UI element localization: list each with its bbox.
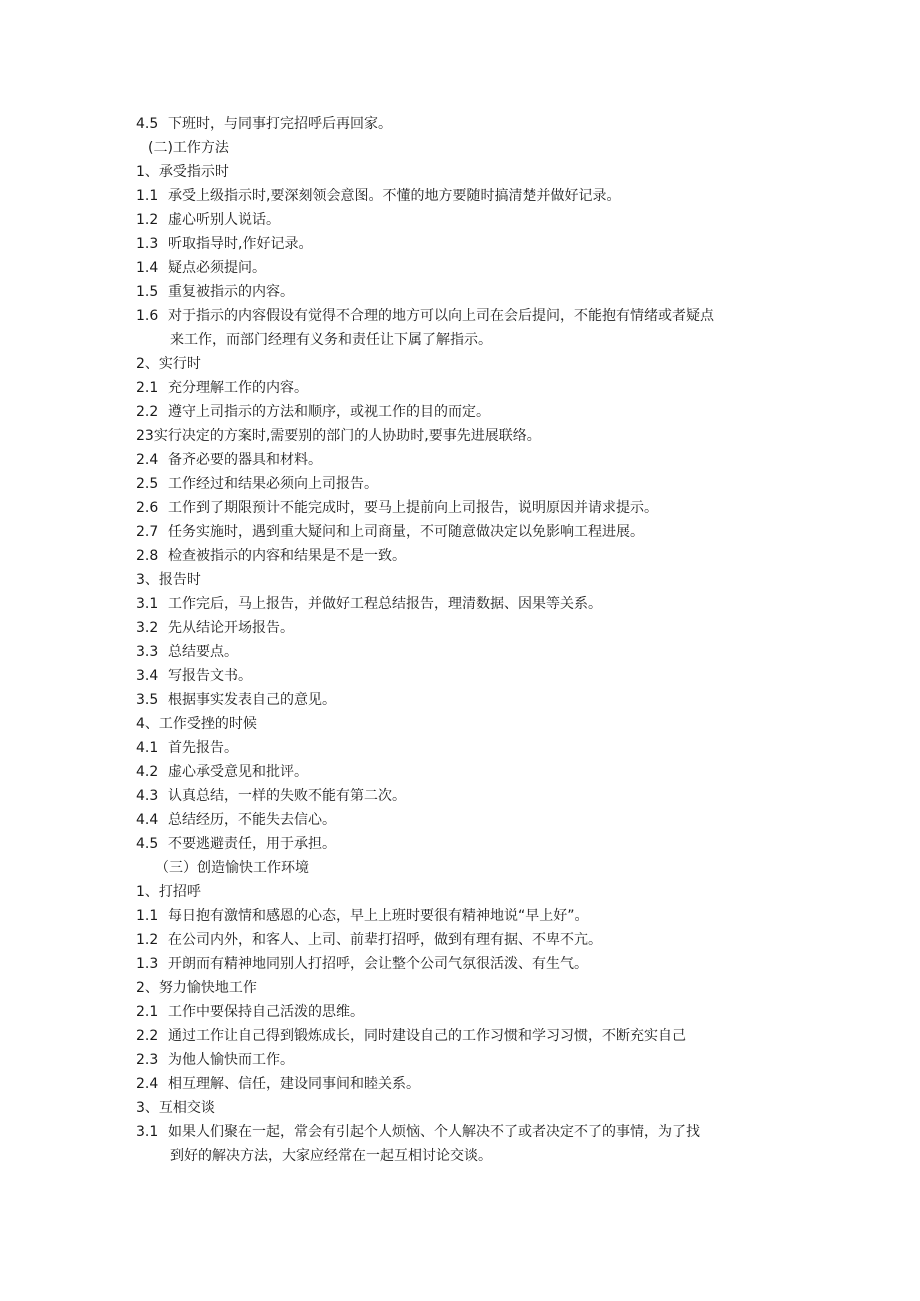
list-item	[136, 306, 714, 326]
item-text: 总结经历，不能失去信心。	[168, 812, 336, 828]
list-item	[136, 474, 378, 494]
heading-text: 2、努力愉快地工作	[136, 980, 257, 996]
item-number: 3.2	[136, 620, 159, 636]
item-number: 3.5	[136, 692, 159, 708]
item-text: 来工作，而部门经理有义务和责任让下属了解指示。	[170, 332, 492, 348]
item-text: 到好的解决方法，大家应经常在一起互相讨论交谈。	[170, 1148, 492, 1164]
list-item-continuation	[170, 330, 492, 350]
item-text: 充分理解工作的内容。	[168, 380, 308, 396]
heading-text: 3、报告时	[136, 572, 201, 588]
item-text: 在公司内外，和客人、上司、前辈打招呼，做到有理有据、不卑不亢。	[168, 932, 602, 948]
item-text: 工作到了期限预计不能完成时，要马上提前向上司报告，说明原因并请求提示。	[168, 500, 658, 516]
list-item	[136, 234, 312, 254]
item-number: 4.3	[136, 788, 159, 804]
item-number: 2.4	[136, 452, 159, 468]
heading-text: (二)工作方法	[148, 140, 229, 156]
item-text: 不要逃避责任，用于承担。	[168, 836, 336, 852]
heading-text: 1、打招呼	[136, 884, 201, 900]
list-item	[136, 834, 336, 854]
list-item	[136, 282, 294, 302]
subsection-heading	[136, 162, 229, 182]
item-number: 1.1	[136, 908, 159, 924]
list-item	[136, 618, 294, 638]
item-number: 2.4	[136, 1076, 159, 1092]
subsection-heading	[136, 882, 201, 902]
item-text: 认真总结，一样的失败不能有第二次。	[168, 788, 406, 804]
item-text: 对于指示的内容假设有觉得不合理的地方可以向上司在会后提问，不能抱有情绪或者疑点	[168, 308, 714, 324]
item-number: 1.4	[136, 260, 159, 276]
heading-text: 4、工作受挫的时候	[136, 716, 257, 732]
list-item	[136, 642, 238, 662]
list-item	[136, 1050, 294, 1070]
item-text: 承受上级指示时,要深刻领会意图。不懂的地方要随时搞清楚并做好记录。	[168, 188, 621, 204]
list-item	[136, 762, 308, 782]
item-text: 总结要点。	[168, 644, 238, 660]
subsection-heading	[136, 354, 201, 374]
item-number: 4.1	[136, 740, 159, 756]
item-text: 下班时，与同事打完招呼后再回家。	[168, 116, 392, 132]
item-number: 3.1	[136, 1124, 159, 1140]
subsection-heading	[136, 570, 201, 590]
list-item	[136, 402, 490, 422]
item-text: 工作经过和结果必须向上司报告。	[168, 476, 378, 492]
list-item	[136, 690, 336, 710]
item-text: 听取指导时,作好记录。	[168, 236, 313, 252]
list-item	[136, 738, 238, 758]
list-item	[136, 546, 406, 566]
item-text: 首先报告。	[168, 740, 238, 756]
list-item	[136, 930, 602, 950]
item-text: 先从结论开场报告。	[168, 620, 294, 636]
section-heading	[155, 858, 309, 878]
heading-text: 3、互相交谈	[136, 1100, 215, 1116]
heading-text: 2、实行时	[136, 356, 201, 372]
heading-text: 1、承受指示时	[136, 164, 229, 180]
list-item	[136, 426, 541, 446]
list-item	[136, 1122, 700, 1142]
item-number: 2.3	[136, 1052, 159, 1068]
item-text: 重复被指示的内容。	[168, 284, 294, 300]
item-text: 检查被指示的内容和结果是不是一致。	[168, 548, 406, 564]
list-item	[136, 378, 308, 398]
subsection-heading	[136, 1098, 215, 1118]
item-text: 通过工作让自己得到锻炼成长，同时建设自己的工作习惯和学习习惯，不断充实自己	[168, 1028, 686, 1044]
item-number: 23	[136, 428, 154, 444]
item-text: 备齐必要的器具和材料。	[168, 452, 322, 468]
item-text: 遵守上司指示的方法和顺序，或视工作的目的而定。	[168, 404, 490, 420]
list-item	[136, 210, 280, 230]
list-item	[136, 1002, 364, 1022]
list-item	[136, 810, 336, 830]
item-number: 1.2	[136, 932, 159, 948]
list-item	[136, 906, 589, 926]
item-number: 2.6	[136, 500, 159, 516]
list-item	[136, 258, 266, 278]
item-number: 4.5	[136, 116, 159, 132]
section-heading	[148, 138, 229, 158]
item-number: 2.5	[136, 476, 159, 492]
item-text: 虚心听别人说话。	[168, 212, 280, 228]
item-number: 2.2	[136, 1028, 159, 1044]
list-item-continuation	[170, 1146, 492, 1166]
item-text: 如果人们聚在一起，常会有引起个人烦恼、个人解决不了或者决定不了的事情，为了找	[168, 1124, 700, 1140]
list-item	[136, 522, 644, 542]
item-text: 实行决定的方案时,需要别的部门的人协助时,要事先进展联络。	[153, 428, 541, 444]
item-text: 工作完后，马上报告，并做好工程总结报告，理清数据、因果等关系。	[168, 596, 602, 612]
item-number: 1.2	[136, 212, 159, 228]
item-text: 疑点必须提问。	[168, 260, 266, 276]
heading-text: （三）创造愉快工作环境	[155, 860, 309, 876]
item-number: 2.1	[136, 1004, 159, 1020]
list-item	[136, 186, 620, 206]
subsection-heading	[136, 978, 257, 998]
item-number: 2.7	[136, 524, 159, 540]
item-number: 2.8	[136, 548, 159, 564]
item-number: 1.6	[136, 308, 159, 324]
list-item	[136, 594, 602, 614]
item-number: 1.1	[136, 188, 159, 204]
item-text: 每日抱有激情和感恩的心态，早上上班时要很有精神地说“早上好”。	[168, 908, 589, 924]
item-text: 写报告文书。	[168, 668, 252, 684]
item-number: 1.3	[136, 236, 159, 252]
list-item	[136, 666, 252, 686]
item-text: 相互理解、信任，建设同事间和睦关系。	[168, 1076, 420, 1092]
list-item	[136, 498, 658, 518]
item-text: 任务实施时，遇到重大疑问和上司商量，不可随意做决定以免影响工程进展。	[168, 524, 644, 540]
item-text: 虚心承受意见和批评。	[168, 764, 308, 780]
item-number: 3.1	[136, 596, 159, 612]
item-text: 开朗而有精神地同别人打招呼，会让整个公司气氛很活泼、有生气。	[168, 956, 588, 972]
list-item	[136, 1026, 686, 1046]
list-item	[136, 786, 406, 806]
item-text: 工作中要保持自己活泼的思维。	[168, 1004, 364, 1020]
item-number: 3.3	[136, 644, 159, 660]
item-text: 根据事实发表自己的意见。	[168, 692, 336, 708]
item-number: 4.5	[136, 836, 159, 852]
subsection-heading	[136, 714, 257, 734]
item-text: 为他人愉快而工作。	[168, 1052, 294, 1068]
list-item	[136, 1074, 420, 1094]
list-item	[136, 114, 392, 134]
item-number: 2.2	[136, 404, 159, 420]
item-number: 4.2	[136, 764, 159, 780]
item-number: 3.4	[136, 668, 159, 684]
list-item	[136, 450, 322, 470]
item-number: 2.1	[136, 380, 159, 396]
item-number: 1.5	[136, 284, 159, 300]
item-number: 4.4	[136, 812, 159, 828]
list-item	[136, 954, 588, 974]
item-number: 1.3	[136, 956, 159, 972]
